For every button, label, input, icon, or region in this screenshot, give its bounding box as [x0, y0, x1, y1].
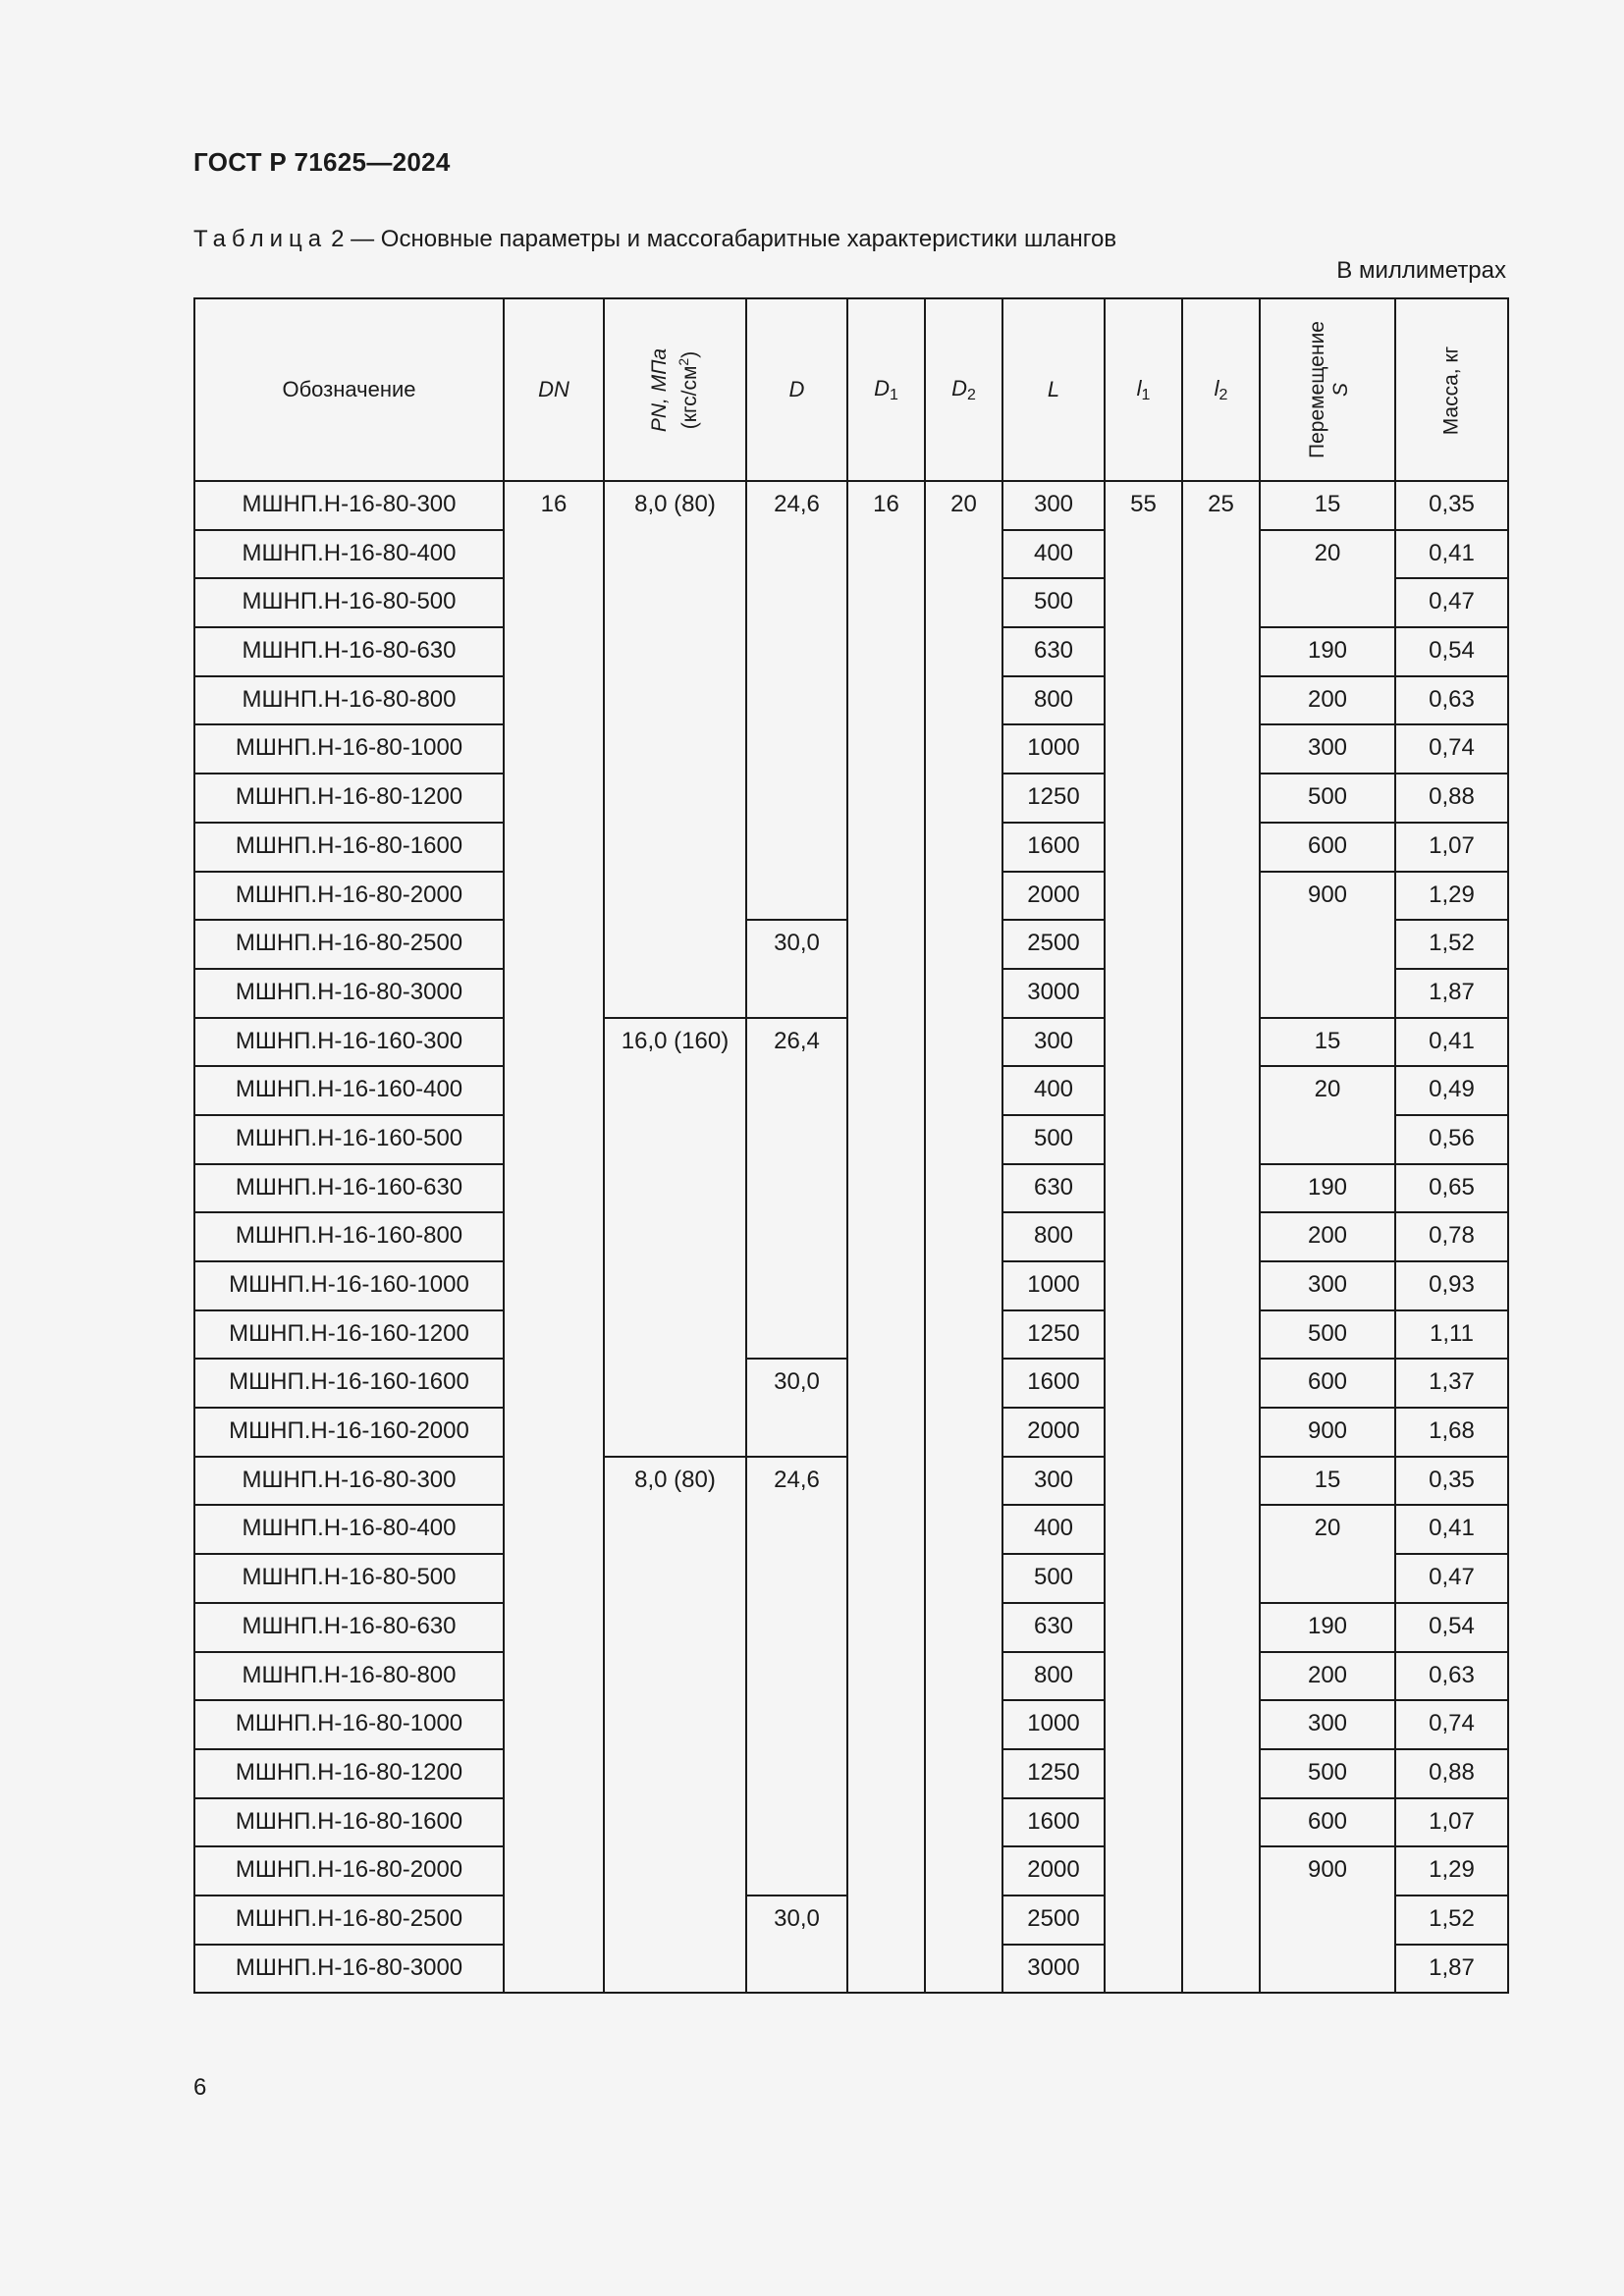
caption-label: Таблица [193, 226, 328, 252]
header-l2-base: l [1214, 375, 1219, 400]
mass-cell: 0,93 [1395, 1261, 1508, 1310]
d-cell: 30,0 [746, 1359, 847, 1456]
dn-cell: 16 [504, 481, 604, 1993]
displacement-cell: 15 [1260, 481, 1395, 530]
mass-cell: 1,87 [1395, 969, 1508, 1018]
mass-cell: 0,88 [1395, 774, 1508, 823]
header-mass-rotated: Масса, кг [1439, 346, 1463, 436]
header-displacement-symbol: S [1328, 382, 1352, 398]
pn-cell: 8,0 (80) [604, 1457, 746, 1994]
length-cell: 800 [1002, 676, 1105, 725]
designation-cell: МШНП.Н-16-80-300 [194, 1457, 504, 1506]
length-cell: 630 [1002, 1164, 1105, 1213]
units-note: В миллиметрах [1336, 257, 1506, 284]
displacement-cell: 200 [1260, 1212, 1395, 1261]
length-cell: 400 [1002, 1066, 1105, 1115]
designation-cell: МШНП.Н-16-80-400 [194, 1505, 504, 1554]
designation-cell: МШНП.Н-16-80-1000 [194, 724, 504, 774]
mass-cell: 0,63 [1395, 1652, 1508, 1701]
mass-cell: 0,49 [1395, 1066, 1508, 1115]
length-cell: 1000 [1002, 1700, 1105, 1749]
mass-cell: 1,52 [1395, 920, 1508, 969]
mass-cell: 0,65 [1395, 1164, 1508, 1213]
designation-cell: МШНП.Н-16-80-500 [194, 578, 504, 627]
header-d1-base: D [874, 375, 890, 400]
designation-cell: МШНП.Н-16-80-2000 [194, 872, 504, 921]
header-pn-rotated [648, 347, 702, 431]
l1-cell: 55 [1105, 481, 1182, 1993]
designation-cell: МШНП.Н-16-80-2000 [194, 1846, 504, 1896]
header-l1 [1105, 298, 1182, 481]
displacement-cell: 300 [1260, 1261, 1395, 1310]
length-cell: 500 [1002, 1554, 1105, 1603]
designation-cell: МШНП.Н-16-80-1200 [194, 774, 504, 823]
designation-cell: МШНП.Н-16-80-3000 [194, 1945, 504, 1994]
mass-cell: 1,11 [1395, 1310, 1508, 1360]
header-displacement-rotated [1306, 321, 1353, 458]
header-d: D [746, 298, 847, 481]
designation-cell: МШНП.Н-16-160-300 [194, 1018, 504, 1067]
page-number: 6 [193, 2074, 207, 2101]
displacement-cell: 20 [1260, 1066, 1395, 1163]
displacement-cell: 190 [1260, 627, 1395, 676]
length-cell: 630 [1002, 627, 1105, 676]
header-designation: Обозначение [194, 298, 504, 481]
length-cell: 1600 [1002, 823, 1105, 872]
document-code: ГОСТ Р 71625—2024 [193, 147, 451, 177]
length-cell: 300 [1002, 1457, 1105, 1506]
length-cell: 2000 [1002, 872, 1105, 921]
designation-cell: МШНП.Н-16-80-3000 [194, 969, 504, 1018]
mass-cell: 0,47 [1395, 578, 1508, 627]
header-pn-main: PN, МПа [647, 347, 671, 432]
displacement-cell: 200 [1260, 676, 1395, 725]
d2-cell: 20 [925, 481, 1002, 1993]
designation-cell: МШНП.Н-16-160-1600 [194, 1359, 504, 1408]
header-pn-unit-sup: 2 [675, 357, 691, 366]
header-l2-sub: 2 [1218, 386, 1228, 403]
mass-cell: 1,68 [1395, 1408, 1508, 1457]
pn-cell: 8,0 (80) [604, 481, 746, 1018]
length-cell: 400 [1002, 1505, 1105, 1554]
length-cell: 800 [1002, 1652, 1105, 1701]
header-dn: DN [504, 298, 604, 481]
header-d2 [925, 298, 1002, 481]
length-cell: 1250 [1002, 774, 1105, 823]
designation-cell: МШНП.Н-16-80-630 [194, 1603, 504, 1652]
d-cell: 26,4 [746, 1018, 847, 1360]
table-row [194, 481, 1508, 530]
d-cell: 24,6 [746, 1457, 847, 1896]
length-cell: 3000 [1002, 969, 1105, 1018]
mass-cell: 0,41 [1395, 1505, 1508, 1554]
header-displacement [1260, 298, 1395, 481]
mass-cell: 1,07 [1395, 1798, 1508, 1847]
displacement-cell: 190 [1260, 1603, 1395, 1652]
designation-cell: МШНП.Н-16-80-800 [194, 1652, 504, 1701]
header-displacement-label: Перемещение [1305, 321, 1328, 458]
designation-cell: МШНП.Н-16-80-2500 [194, 920, 504, 969]
designation-cell: МШНП.Н-16-160-630 [194, 1164, 504, 1213]
mass-cell: 0,56 [1395, 1115, 1508, 1164]
mass-cell: 1,87 [1395, 1945, 1508, 1994]
designation-cell: МШНП.Н-16-80-1600 [194, 823, 504, 872]
mass-cell: 0,47 [1395, 1554, 1508, 1603]
length-cell: 300 [1002, 1018, 1105, 1067]
designation-cell: МШНП.Н-16-80-1600 [194, 1798, 504, 1847]
caption-text: 2 — Основные параметры и массогабаритные характеристики шлангов [331, 226, 1117, 252]
displacement-cell: 600 [1260, 1798, 1395, 1847]
designation-cell: МШНП.Н-16-80-300 [194, 481, 504, 530]
displacement-cell: 600 [1260, 1359, 1395, 1408]
designation-cell: МШНП.Н-16-160-500 [194, 1115, 504, 1164]
header-mass [1395, 298, 1508, 481]
header-l: L [1002, 298, 1105, 481]
designation-cell: МШНП.Н-16-80-1200 [194, 1749, 504, 1798]
displacement-cell: 190 [1260, 1164, 1395, 1213]
displacement-cell: 900 [1260, 1846, 1395, 1993]
header-d2-base: D [951, 375, 967, 400]
table-caption [193, 226, 1116, 253]
displacement-cell: 20 [1260, 1505, 1395, 1602]
mass-cell: 0,78 [1395, 1212, 1508, 1261]
mass-cell: 1,29 [1395, 1846, 1508, 1896]
header-pn [604, 298, 746, 481]
displacement-cell: 500 [1260, 774, 1395, 823]
d-cell: 24,6 [746, 481, 847, 920]
mass-cell: 1,52 [1395, 1896, 1508, 1945]
mass-cell: 0,63 [1395, 676, 1508, 725]
displacement-cell: 300 [1260, 1700, 1395, 1749]
mass-cell: 0,88 [1395, 1749, 1508, 1798]
mass-cell: 0,41 [1395, 1018, 1508, 1067]
table-body [194, 481, 1508, 1993]
mass-cell: 0,54 [1395, 1603, 1508, 1652]
length-cell: 1000 [1002, 1261, 1105, 1310]
designation-cell: МШНП.Н-16-160-400 [194, 1066, 504, 1115]
header-pn-unit-post: ) [677, 350, 701, 358]
pn-cell: 16,0 (160) [604, 1018, 746, 1457]
mass-cell: 0,35 [1395, 1457, 1508, 1506]
length-cell: 1600 [1002, 1359, 1105, 1408]
designation-cell: МШНП.Н-16-80-630 [194, 627, 504, 676]
length-cell: 2000 [1002, 1408, 1105, 1457]
length-cell: 3000 [1002, 1945, 1105, 1994]
mass-cell: 0,35 [1395, 481, 1508, 530]
length-cell: 500 [1002, 1115, 1105, 1164]
length-cell: 1600 [1002, 1798, 1105, 1847]
designation-cell: МШНП.Н-16-160-1000 [194, 1261, 504, 1310]
header-row [194, 298, 1508, 481]
header-d1-sub: 1 [889, 386, 898, 403]
displacement-cell: 500 [1260, 1749, 1395, 1798]
d-cell: 30,0 [746, 1896, 847, 1993]
designation-cell: МШНП.Н-16-80-500 [194, 1554, 504, 1603]
length-cell: 500 [1002, 578, 1105, 627]
length-cell: 300 [1002, 481, 1105, 530]
header-l1-sub: 1 [1141, 386, 1151, 403]
l2-cell: 25 [1182, 481, 1260, 1993]
length-cell: 400 [1002, 530, 1105, 579]
designation-cell: МШНП.Н-16-80-2500 [194, 1896, 504, 1945]
mass-cell: 1,07 [1395, 823, 1508, 872]
designation-cell: МШНП.Н-16-160-2000 [194, 1408, 504, 1457]
displacement-cell: 15 [1260, 1457, 1395, 1506]
displacement-cell: 200 [1260, 1652, 1395, 1701]
displacement-cell: 900 [1260, 872, 1395, 1018]
length-cell: 800 [1002, 1212, 1105, 1261]
d1-cell: 16 [847, 481, 925, 1993]
mass-cell: 1,37 [1395, 1359, 1508, 1408]
header-d2-sub: 2 [966, 386, 976, 403]
designation-cell: МШНП.Н-16-80-1000 [194, 1700, 504, 1749]
displacement-cell: 500 [1260, 1310, 1395, 1360]
header-d1 [847, 298, 925, 481]
length-cell: 2500 [1002, 920, 1105, 969]
length-cell: 630 [1002, 1603, 1105, 1652]
mass-cell: 0,74 [1395, 1700, 1508, 1749]
designation-cell: МШНП.Н-16-80-800 [194, 676, 504, 725]
length-cell: 1000 [1002, 724, 1105, 774]
designation-cell: МШНП.Н-16-160-1200 [194, 1310, 504, 1360]
mass-cell: 0,41 [1395, 530, 1508, 579]
header-pn-unit-pre: (кгс/см [677, 365, 701, 429]
parameters-table [193, 297, 1509, 1994]
mass-cell: 0,74 [1395, 724, 1508, 774]
d-cell: 30,0 [746, 920, 847, 1017]
header-l2 [1182, 298, 1260, 481]
length-cell: 2500 [1002, 1896, 1105, 1945]
designation-cell: МШНП.Н-16-160-800 [194, 1212, 504, 1261]
displacement-cell: 900 [1260, 1408, 1395, 1457]
length-cell: 1250 [1002, 1749, 1105, 1798]
displacement-cell: 20 [1260, 530, 1395, 627]
length-cell: 1250 [1002, 1310, 1105, 1360]
mass-cell: 1,29 [1395, 872, 1508, 921]
header-l1-base: l [1136, 375, 1142, 400]
mass-cell: 0,54 [1395, 627, 1508, 676]
displacement-cell: 600 [1260, 823, 1395, 872]
designation-cell: МШНП.Н-16-80-400 [194, 530, 504, 579]
displacement-cell: 15 [1260, 1018, 1395, 1067]
displacement-cell: 300 [1260, 724, 1395, 774]
length-cell: 2000 [1002, 1846, 1105, 1896]
